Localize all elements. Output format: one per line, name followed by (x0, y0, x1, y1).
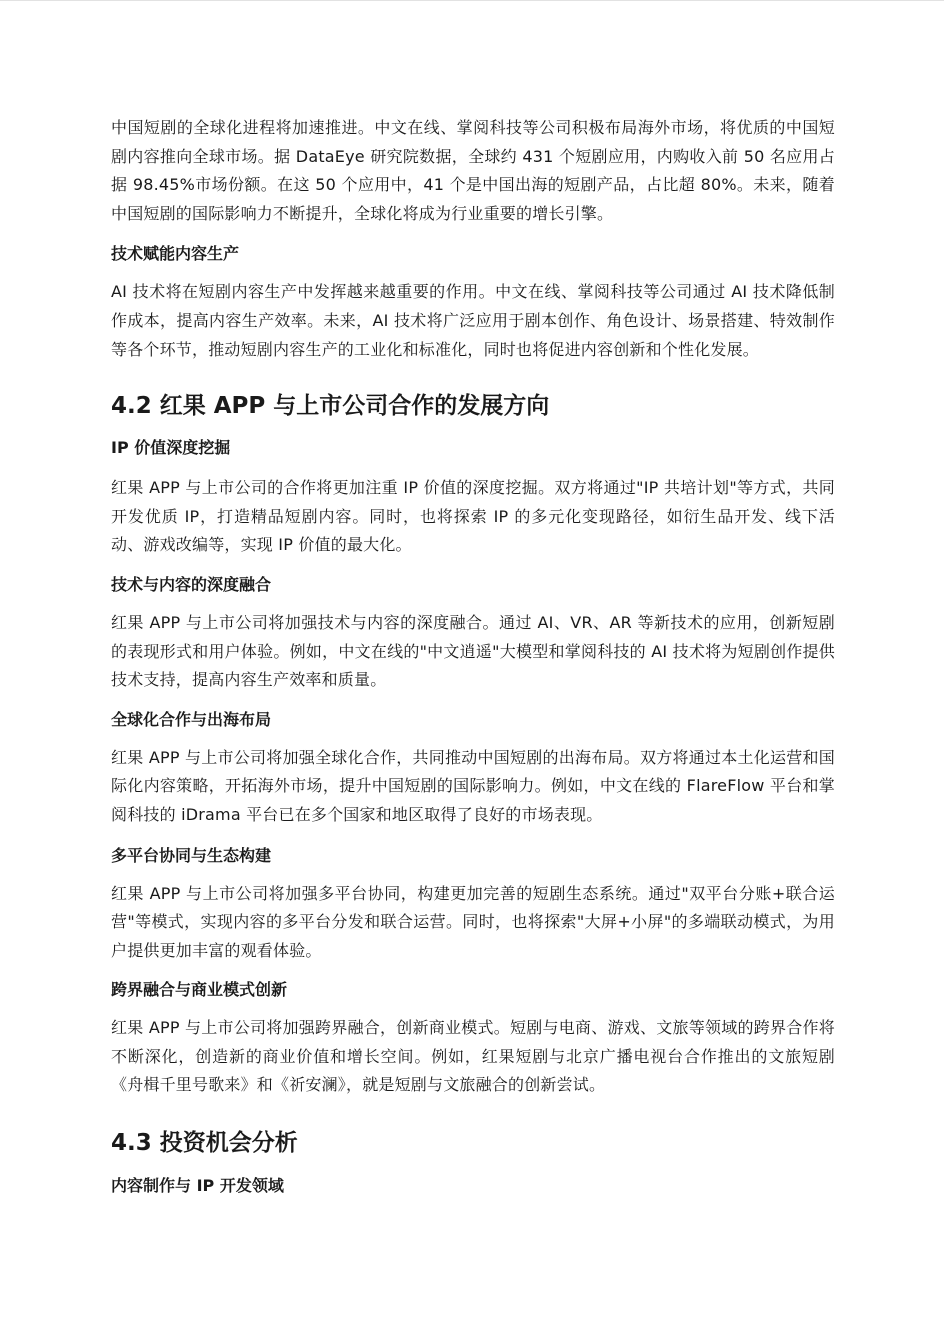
section-heading-4-2: 4.2 红果 APP 与上市公司合作的发展方向 (111, 393, 550, 420)
subheading-content-ip-development: 内容制作与 IP 开发领域 (111, 1176, 284, 1196)
paragraph-ai-production: AI 技术将在短剧内容生产中发挥越来越重要的作用。中文在线、掌阅科技等公司通过 AI 技术降低制作成本，提高内容生产效率。未来，AI 技术将广泛应用于剧本创作、角色设计、场景搭建、特效制作等各个环节，推动短剧内容生产的工业化和标准化，同时也将促进内容创新和个性化发展。 (111, 282, 835, 359)
subheading-ip-value: IP 价值深度挖掘 (111, 438, 231, 458)
subheading-tech-empowerment: 技术赋能内容生产 (111, 244, 240, 264)
subheading-tech-content-fusion: 技术与内容的深度融合 (111, 574, 272, 594)
subheading-cross-industry: 跨界融合与商业模式创新 (111, 980, 288, 1000)
document-page (111, 112, 835, 1198)
paragraph-multi-platform: 红果 APP 与上市公司将加强多平台协同，构建更加完善的短剧生态系统。通过"双平台分账+联合运营"等模式，实现内容的多平台分发和联合运营。同时，也将探索"大屏+小屏"的多端联动模式，为用户提供更加丰富的观看体验。 (111, 883, 835, 960)
section-heading-4-3: 4.3 投资机会分析 (111, 1130, 298, 1157)
paragraph-tech-content-fusion: 红果 APP 与上市公司将加强技术与内容的深度融合。通过 AI、VR、AR 等新技术的应用，创新短剧的表现形式和用户体验。例如，中文在线的"中文逍遥"大模型和掌阅科技的 AI 技术将为短剧创作提供技术支持，提高内容生产效率和质量。 (111, 612, 835, 690)
paragraph-globalization: 中国短剧的全球化进程将加速推进。中文在线、掌阅科技等公司积极布局海外市场，将优质的中国短剧内容推向全球市场。据 DataEye 研究院数据，全球约 431 个短剧应用，内购收入前 50 名应用占据 98.45%市场份额。在这 50 个应用中，41 个是中国出海的短剧产品，占比超 80%。未来，随着中国短剧的国际影响力不断提升，全球化将成为行业重要的增长引擎。 (111, 118, 835, 223)
paragraph-global-cooperation: 红果 APP 与上市公司将加强全球化合作，共同推动中国短剧的出海布局。双方将通过本土化运营和国际化内容策略，开拓海外市场，提升中国短剧的国际影响力。例如，中文在线的 FlareFlow 平台和掌阅科技的 iDrama 平台已在多个国家和地区取得了良好的市场表现。 (111, 747, 835, 824)
subheading-global-cooperation: 全球化合作与出海布局 (111, 709, 272, 729)
subheading-multi-platform: 多平台协同与生态构建 (111, 845, 272, 865)
paragraph-ip-value: 红果 APP 与上市公司的合作将更加注重 IP 价值的深度挖掘。双方将通过"IP 共培计划"等方式，共同开发优质 IP，打造精品短剧内容。同时，也将探索 IP 的多元化变现路径，如衍生品开发、线下活动、游戏改编等，实现 IP 价值的最大化。 (111, 478, 835, 555)
paragraph-cross-industry: 红果 APP 与上市公司将加强跨界融合，创新商业模式。短剧与电商、游戏、文旅等领域的跨界合作将不断深化，创造新的商业价值和增长空间。例如，红果短剧与北京广播电视台合作推出的文旅短剧《舟楫千里号歌来》和《祈安澜》，就是短剧与文旅融合的创新尝试。 (111, 1018, 835, 1095)
page-top-border (0, 0, 944, 1)
